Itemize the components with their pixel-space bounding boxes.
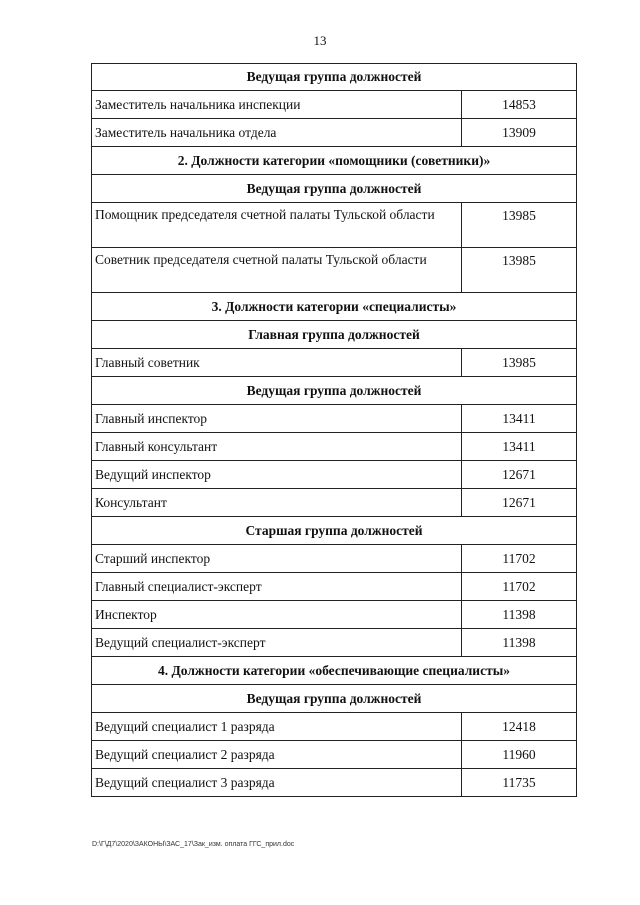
position-row [92, 601, 577, 629]
position-name: Советник председателя счетной палаты Тульской области [92, 248, 462, 293]
salary-value: 14853 [462, 91, 577, 119]
salary-table-body [92, 64, 577, 797]
position-name: Главный специалист-эксперт [92, 573, 462, 601]
salary-table [91, 63, 577, 797]
group-header-row [92, 64, 577, 91]
position-name: Главный инспектор [92, 405, 462, 433]
footer-file-path: D:\Г\Д7\2020\ЗАКОНЫ\ЗАС_17\Зак_изм. оплата ГГС_прил.doc [92, 841, 295, 848]
salary-value: 12671 [462, 461, 577, 489]
position-name: Главный консультант [92, 433, 462, 461]
position-row [92, 119, 577, 147]
position-name: Ведущий специалист 1 разряда [92, 713, 462, 741]
salary-value: 11960 [462, 741, 577, 769]
position-row [92, 741, 577, 769]
salary-value: 12418 [462, 713, 577, 741]
position-row [92, 248, 577, 293]
group-header-row [92, 657, 577, 685]
position-name: Помощник председателя счетной палаты Тульской области [92, 203, 462, 248]
group-header: Старшая группа должностей [92, 517, 577, 545]
position-row [92, 629, 577, 657]
position-row [92, 489, 577, 517]
position-name: Заместитель начальника инспекции [92, 91, 462, 119]
salary-value: 11702 [462, 545, 577, 573]
salary-value: 11398 [462, 629, 577, 657]
position-row [92, 713, 577, 741]
position-row [92, 405, 577, 433]
group-header-row [92, 293, 577, 321]
salary-value: 13411 [462, 433, 577, 461]
position-row [92, 769, 577, 797]
position-name: Ведущий инспектор [92, 461, 462, 489]
position-name: Главный советник [92, 349, 462, 377]
salary-value: 13985 [462, 203, 577, 248]
group-header-row [92, 377, 577, 405]
page-number: 13 [313, 33, 327, 48]
position-row [92, 433, 577, 461]
position-name: Ведущий специалист 3 разряда [92, 769, 462, 797]
group-header-row [92, 685, 577, 713]
position-name: Ведущий специалист-эксперт [92, 629, 462, 657]
salary-value: 13985 [462, 248, 577, 293]
group-header-row [92, 517, 577, 545]
position-row [92, 91, 577, 119]
salary-value: 12671 [462, 489, 577, 517]
position-name: Инспектор [92, 601, 462, 629]
salary-value: 11398 [462, 601, 577, 629]
position-row [92, 349, 577, 377]
position-row [92, 203, 577, 248]
position-row [92, 461, 577, 489]
salary-value: 13411 [462, 405, 577, 433]
salary-value: 13985 [462, 349, 577, 377]
group-header: Ведущая группа должностей [92, 685, 577, 713]
position-name: Заместитель начальника отдела [92, 119, 462, 147]
group-header: 4. Должности категории «обеспечивающие специалисты» [92, 657, 577, 685]
group-header-row [92, 175, 577, 203]
salary-value: 13909 [462, 119, 577, 147]
position-row [92, 545, 577, 573]
group-header: Ведущая группа должностей [92, 64, 577, 91]
salary-value: 11702 [462, 573, 577, 601]
position-name: Ведущий специалист 2 разряда [92, 741, 462, 769]
group-header: Ведущая группа должностей [92, 175, 577, 203]
group-header: 2. Должности категории «помощники (советники)» [92, 147, 577, 175]
group-header: Ведущая группа должностей [92, 377, 577, 405]
salary-value: 11735 [462, 769, 577, 797]
group-header: Главная группа должностей [92, 321, 577, 349]
group-header: 3. Должности категории «специалисты» [92, 293, 577, 321]
position-row [92, 573, 577, 601]
position-name: Старший инспектор [92, 545, 462, 573]
group-header-row [92, 321, 577, 349]
position-name: Консультант [92, 489, 462, 517]
group-header-row [92, 147, 577, 175]
